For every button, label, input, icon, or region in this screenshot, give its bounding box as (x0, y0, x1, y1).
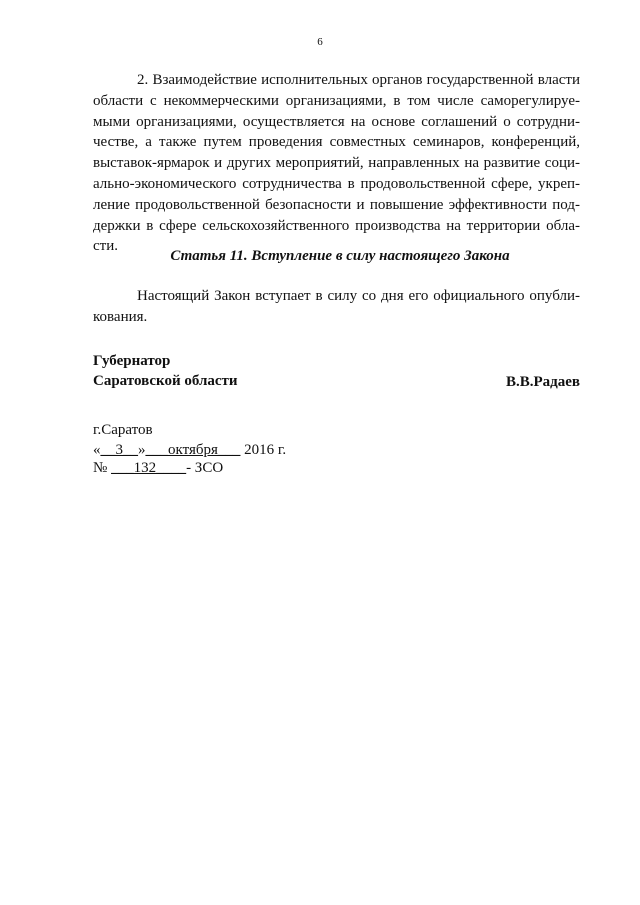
date-month: ___октября___ (145, 442, 241, 458)
paragraph-line: сти. (93, 238, 118, 255)
paragraph-line: ление продовольственной безопасности и повышение эффективности под- (93, 196, 580, 213)
date-close-quote: » (138, 442, 146, 458)
paragraph-line: выставок-ярмарок и других мероприятий, направленных на развитие соци- (93, 155, 580, 172)
signatory-title-line-2: Саратовской области (93, 373, 238, 389)
number-suffix: - ЗСО (186, 460, 224, 476)
paragraph-line: Настоящий Закон вступает в силу со дня его официального опубли- (137, 288, 580, 304)
number-prefix: № (93, 460, 112, 476)
paragraph-line: держки в сфере сельскохозяйственного производства на территории обла- (93, 217, 580, 234)
paragraph-line: области с некоммерческими организациями, в том числе саморегулируе- (93, 92, 580, 109)
date-day: __3__ (100, 442, 138, 458)
paragraph-line: ально-экономического сотрудничества в продовольственной сфере, укреп- (93, 175, 580, 192)
number-value: ___132____ (111, 460, 187, 476)
paragraph-line: 2. Взаимодействие исполнительных органов государственной власти (137, 72, 580, 88)
article-11-body (93, 286, 580, 328)
date-open-quote: « (93, 442, 101, 458)
signatory-title-line-1: Губернатор (93, 353, 171, 369)
page-number: 6 (317, 36, 323, 48)
signing-date (93, 440, 286, 460)
paragraph-line: мыми организациями, осуществляется на основе соглашений о сотрудни- (93, 113, 580, 130)
paragraph-2 (93, 70, 580, 257)
date-year: 2016 г. (240, 442, 287, 458)
paragraph-line: кования. (93, 308, 148, 325)
paragraph-line: честве, а также путем проведения совместных семинаров, конференций, (93, 134, 580, 151)
signatory-name: В.В.Радаев (505, 374, 580, 390)
place-of-signing: г.Саратов (93, 422, 153, 438)
law-number (93, 458, 223, 478)
article-11-title: Статья 11. Вступление в силу настоящего Закона (170, 248, 510, 264)
